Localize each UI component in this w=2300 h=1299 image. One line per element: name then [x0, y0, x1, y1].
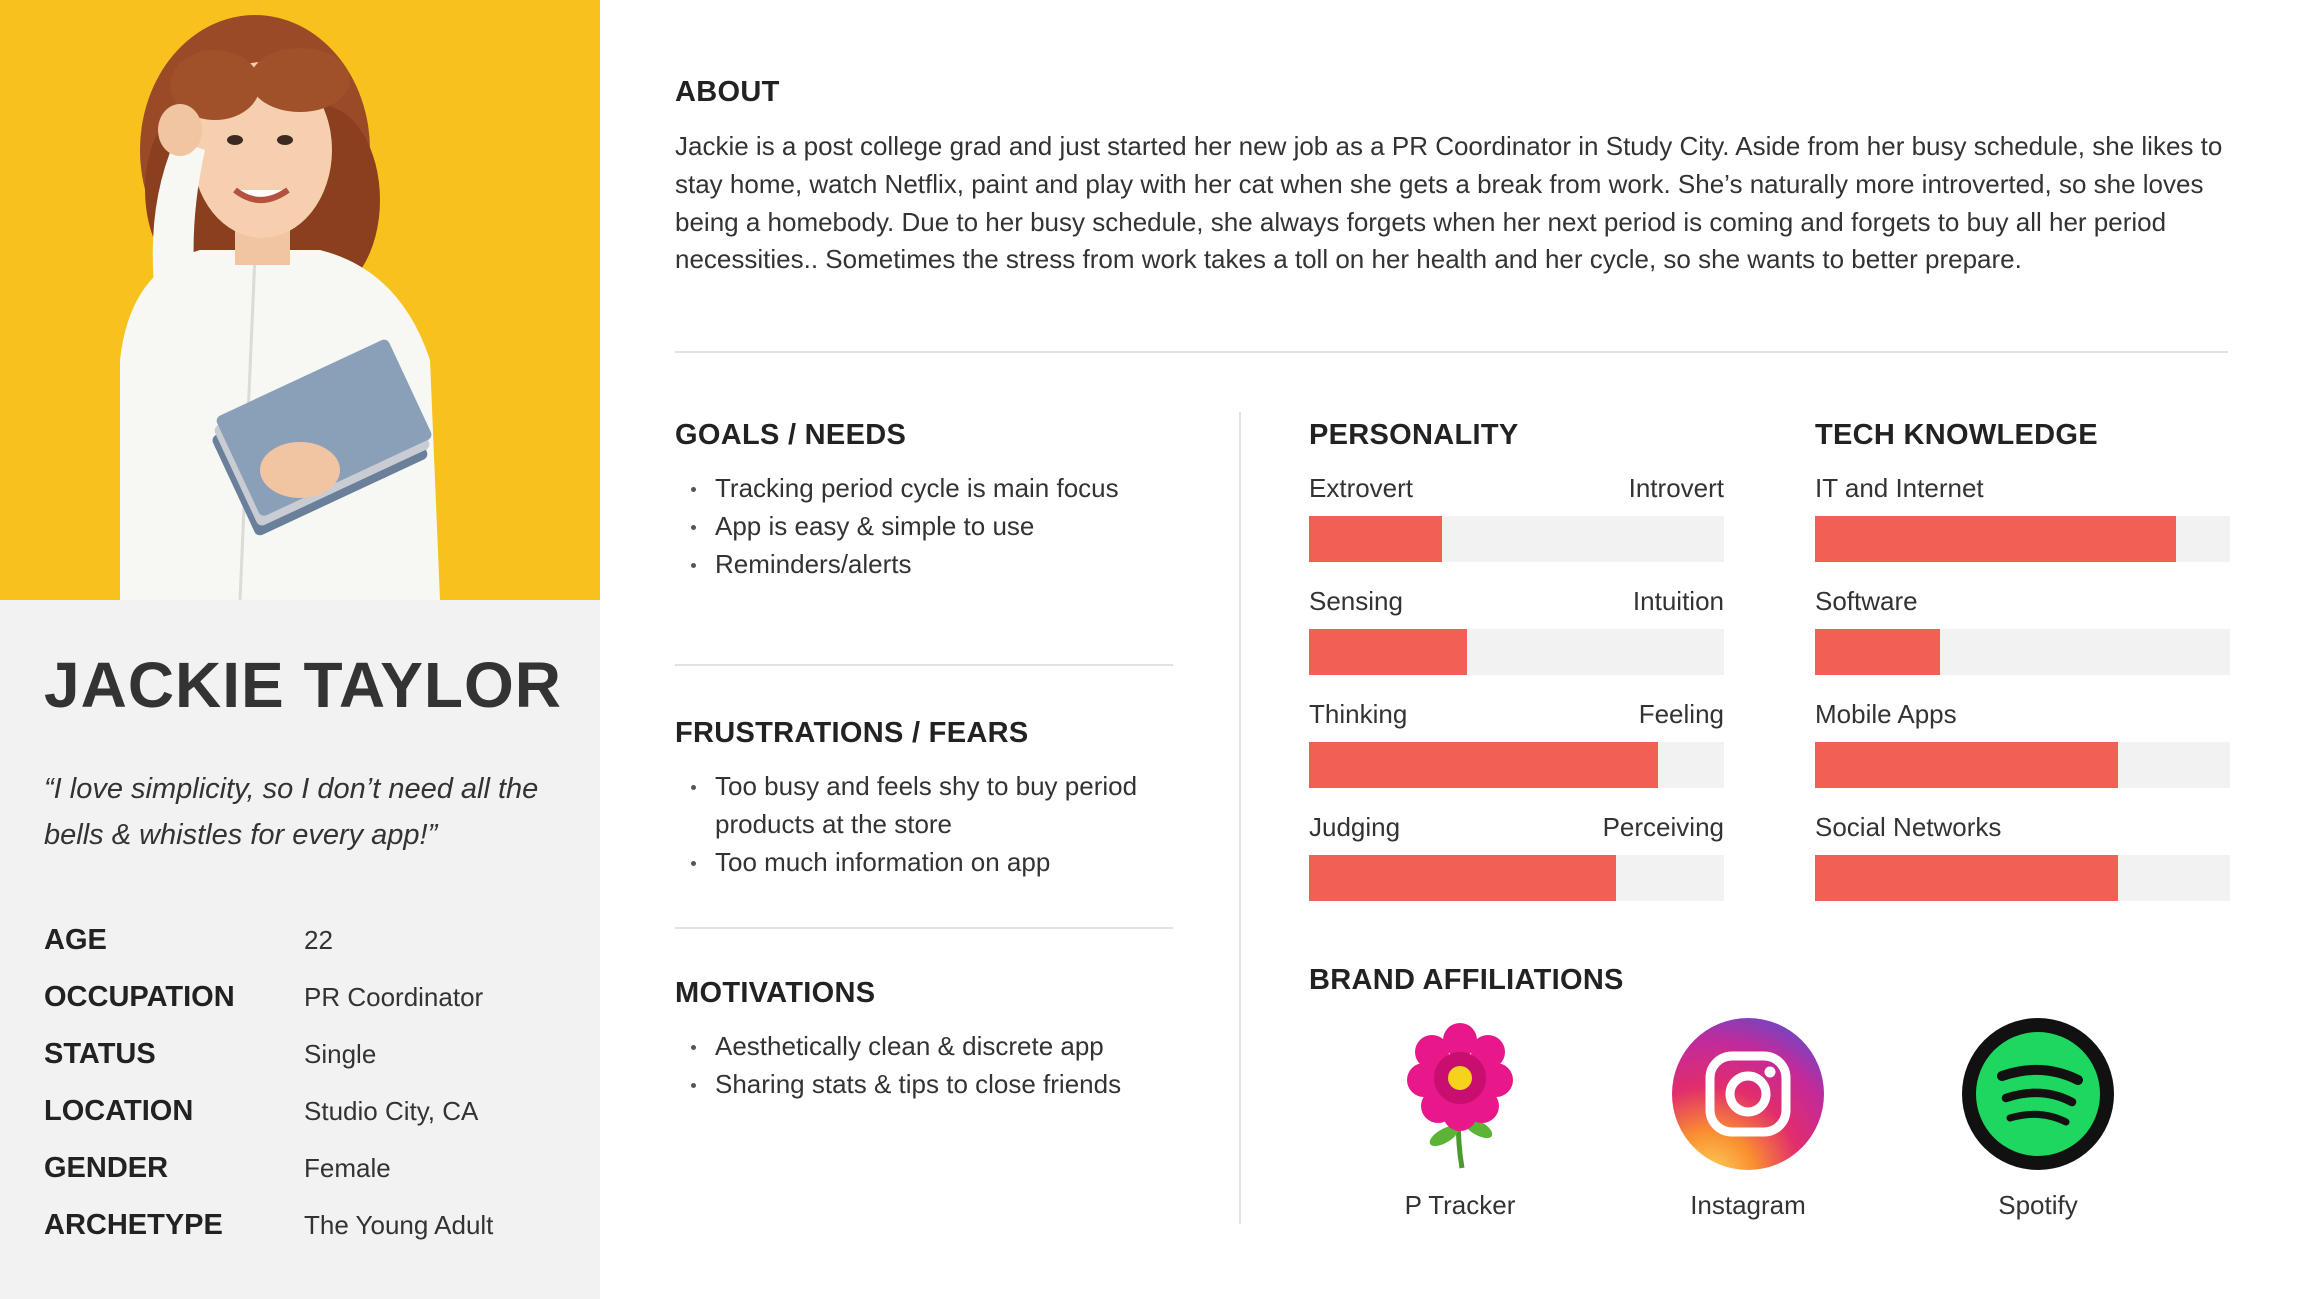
trait-left-label: Thinking	[1309, 699, 1408, 729]
spotify-icon	[1962, 1018, 2114, 1170]
trait-bar-track	[1309, 742, 1724, 788]
persona-name: JACKIE TAYLOR	[44, 649, 562, 721]
goals-divider	[675, 664, 1173, 666]
tech-skill-social	[1815, 809, 2230, 901]
trait-bar-fill	[1309, 516, 1442, 562]
brands-title: BRAND AFFILIATIONS	[1309, 964, 1624, 996]
trait-right-label: Perceiving	[1602, 812, 1724, 842]
instagram-icon	[1672, 1018, 1824, 1170]
personality-trait-sensing	[1309, 583, 1724, 675]
flower-icon	[1384, 1018, 1536, 1170]
skill-bar-fill	[1815, 629, 1940, 675]
brand-label: Instagram	[1690, 1190, 1806, 1220]
brand-label: Spotify	[1998, 1190, 2078, 1220]
personality-trait-extrovert	[1309, 470, 1724, 562]
skill-bar-fill	[1815, 516, 2176, 562]
trait-left-label: Extrovert	[1309, 473, 1414, 503]
trait-bar-fill	[1309, 742, 1658, 788]
tech-title: TECH KNOWLEDGE	[1815, 419, 2098, 451]
fact-value: The Young Adult	[304, 1210, 494, 1240]
fact-value: Single	[304, 1039, 377, 1069]
list-item: App is easy & simple to use	[675, 508, 1195, 546]
trait-bar-track	[1309, 516, 1724, 562]
persona-photo-illustration	[0, 0, 600, 600]
column-divider	[1239, 412, 1241, 1224]
goals-list	[675, 470, 1195, 583]
fact-row-age	[44, 912, 584, 969]
skill-label: Mobile Apps	[1815, 699, 1957, 729]
personality-trait-thinking	[1309, 696, 1724, 788]
list-item: Reminders/alerts	[675, 546, 1195, 584]
trait-right-label: Feeling	[1638, 699, 1724, 729]
about-title: ABOUT	[675, 76, 780, 108]
trait-left-label: Judging	[1309, 812, 1401, 842]
skill-bar-fill	[1815, 742, 2118, 788]
skill-label: IT and Internet	[1815, 473, 1984, 503]
fact-value: PR Coordinator	[304, 982, 484, 1012]
tech-skill-it	[1815, 470, 2230, 562]
fact-label: GENDER	[44, 1152, 169, 1184]
skill-label: Software	[1815, 586, 1918, 616]
fact-row-status	[44, 1026, 584, 1083]
list-item: Sharing stats & tips to close friends	[675, 1066, 1195, 1104]
trait-bar-track	[1309, 629, 1724, 675]
about-divider	[675, 351, 2228, 353]
goals-title: GOALS / NEEDS	[675, 419, 907, 451]
fact-row-archetype	[44, 1197, 584, 1254]
skill-bar-track	[1815, 516, 2230, 562]
skill-bar-track	[1815, 742, 2230, 788]
skill-bar-fill	[1815, 855, 2118, 901]
persona-sidebar	[0, 0, 600, 1299]
persona-photo	[0, 0, 600, 600]
motivations-title: MOTIVATIONS	[675, 977, 876, 1009]
list-item: Aesthetically clean & discrete app	[675, 1028, 1195, 1066]
trait-bar-fill	[1309, 855, 1616, 901]
fact-label: AGE	[44, 924, 107, 956]
persona-quote: “I love simplicity, so I don’t need all the bells & whistles for every app!”	[44, 773, 539, 851]
trait-right-label: Intuition	[1632, 586, 1724, 616]
brand-ptracker	[1350, 1018, 1570, 1221]
trait-bar-track	[1309, 855, 1724, 901]
tech-skill-software	[1815, 583, 2230, 675]
brand-spotify	[1928, 1018, 2148, 1221]
persona-facts	[44, 912, 584, 1254]
brand-label: P Tracker	[1404, 1190, 1516, 1220]
fact-value: Studio City, CA	[304, 1096, 479, 1126]
trait-right-label: Introvert	[1628, 473, 1724, 503]
skill-bar-track	[1815, 855, 2230, 901]
frustrations-divider	[675, 927, 1173, 929]
trait-left-label: Sensing	[1309, 586, 1403, 616]
list-item: Too busy and feels shy to buy period products at the store	[675, 768, 1195, 844]
skill-bar-track	[1815, 629, 2230, 675]
fact-label: ARCHETYPE	[44, 1209, 223, 1241]
about-text: Jackie is a post college grad and just started her new job as a PR Coordinator in Study City. Aside from her busy schedule, she likes to stay home, watch Netflix, paint and play with her cat when she gets a break from work. She’s naturally more introverted, so she loves being a homebody. Due to her busy schedule, she always forgets when her next period is coming and forgets to buy all her period necessities.. Sometimes the stress from work takes a toll on her health and her cycle, so she wants to better prepare.	[675, 131, 2223, 275]
list-item: Tracking period cycle is main focus	[675, 470, 1195, 508]
fact-row-gender	[44, 1140, 584, 1197]
brand-instagram	[1638, 1018, 1858, 1221]
list-item: Too much information on app	[675, 844, 1195, 882]
fact-label: STATUS	[44, 1038, 156, 1070]
motivations-list	[675, 1028, 1195, 1104]
skill-label: Social Networks	[1815, 812, 2002, 842]
trait-bar-fill	[1309, 629, 1467, 675]
fact-value: 22	[304, 925, 333, 955]
fact-row-location	[44, 1083, 584, 1140]
fact-value: Female	[304, 1153, 391, 1183]
fact-row-occupation	[44, 969, 584, 1026]
fact-label: OCCUPATION	[44, 981, 235, 1013]
fact-label: LOCATION	[44, 1095, 194, 1127]
frustrations-title: FRUSTRATIONS / FEARS	[675, 717, 1029, 749]
personality-trait-judging	[1309, 809, 1724, 901]
tech-skill-mobile	[1815, 696, 2230, 788]
frustrations-list	[675, 768, 1195, 881]
personality-title: PERSONALITY	[1309, 419, 1519, 451]
